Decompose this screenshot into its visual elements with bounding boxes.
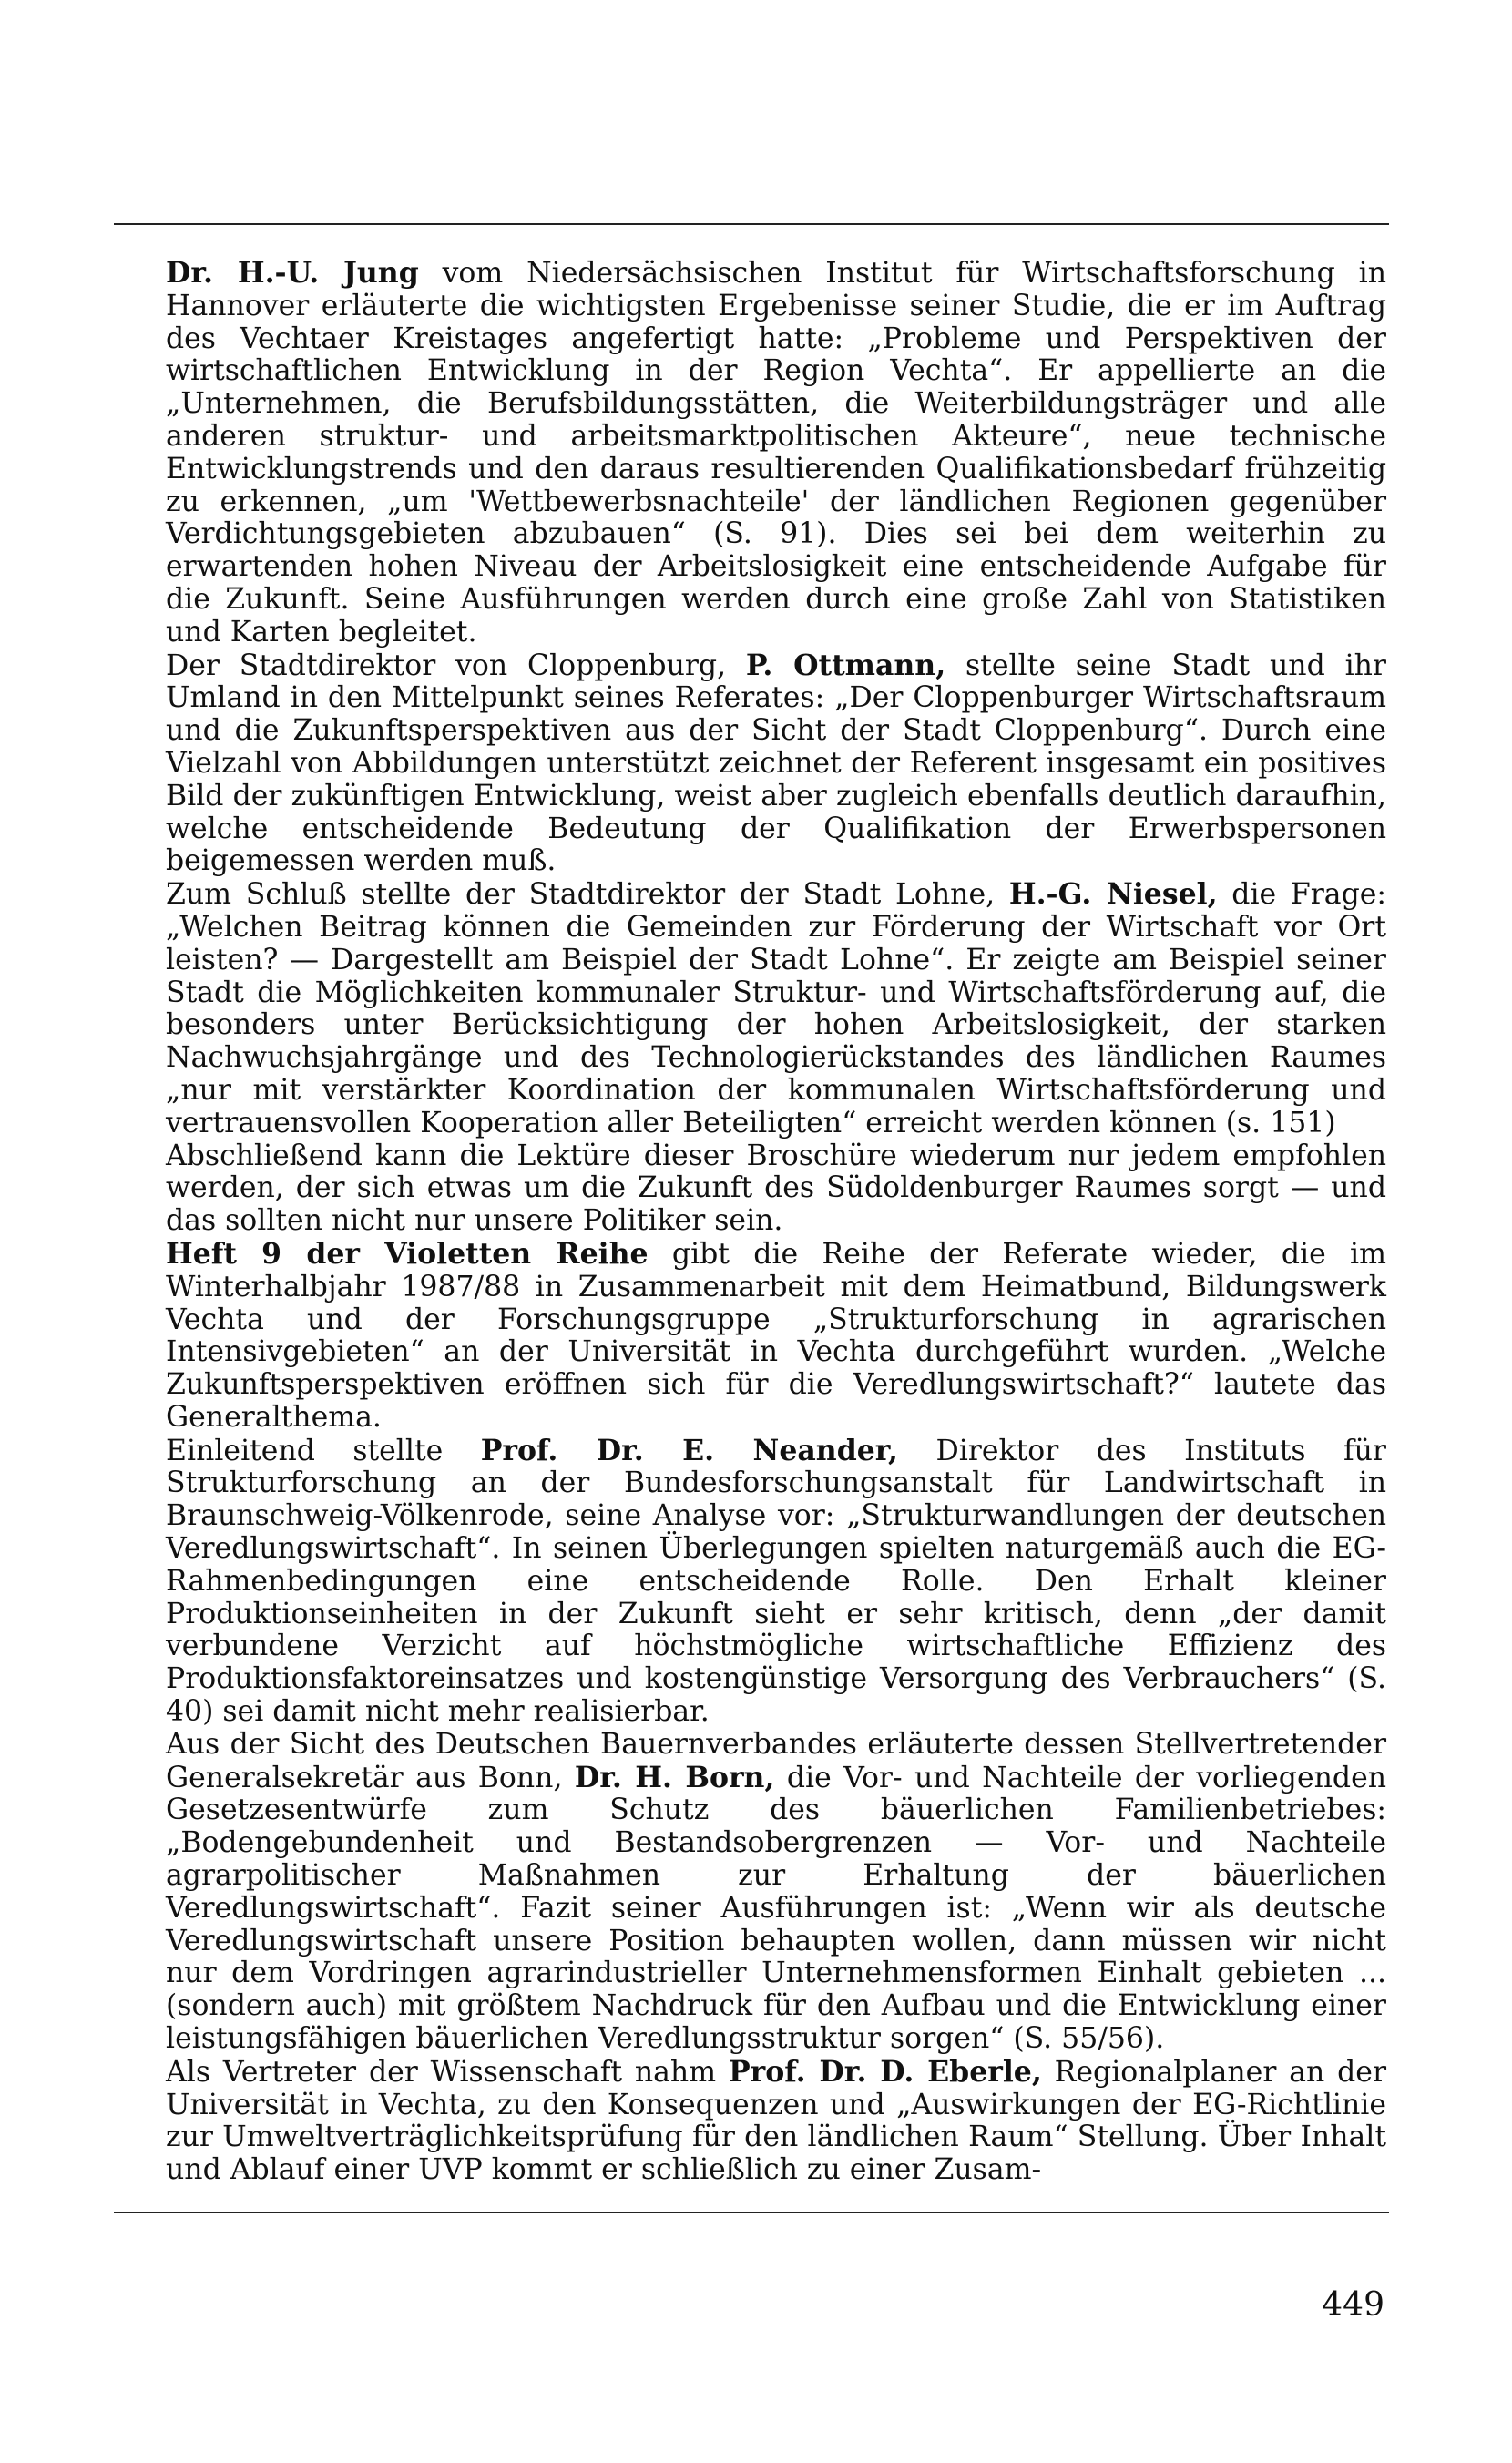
author-name: H.-G. Niesel, — [1008, 877, 1218, 912]
paragraph-heft9 — [166, 1238, 1386, 1435]
bottom-rule — [114, 2212, 1389, 2213]
paragraph-text: vom Niedersächsischen Institut für Wirtschaftsforschung in Hannover erläuterte die wichtigsten Ergebenisse seiner Studie, die er im Auftrag des Vechtaer Kreistages angefertigt hatte: „Probleme und Perspektiven der wirtschaftlichen Entwicklung in der Region Vechta“. Er appellierte an die „Unternehmen, die Berufsbildungsstätten, die Weiterbildungsträger und alle anderen struktur- und arbeitsmarktpolitischen Akteure“, neue technische Entwicklungstrends und den daraus resultierenden Qualifikationsbedarf frühzeitig zu erkennen, „um 'Wettbewerbsnachteile' der ländlichen Regionen gegenüber Verdichtungsgebieten abzubauen“ (S. 91). Dies sei bei dem weiterhin zu erwartenden hohen Niveau der Arbeitslosigkeit eine entscheidende Aufgabe für die Zukunft. Seine Ausführungen werden durch eine große Zahl von Statistiken und Karten begleitet. — [166, 257, 1386, 649]
paragraph-text: Aus der Sicht des Deutschen Bauernverbandes erläuterte dessen Stellvertretender Generalsekretär aus Bonn, — [166, 1727, 1386, 1794]
page-number: 449 — [1322, 2286, 1384, 2324]
publication-title: Heft 9 der Violetten Reihe — [166, 1236, 649, 1271]
paragraph-text: Zum Schluß stellte der Stadtdirektor der Stadt Lohne, — [166, 878, 1009, 912]
author-name: Dr. H. Born, — [574, 1760, 775, 1794]
top-rule — [114, 223, 1389, 225]
paragraph-text: stellte seine Stadt und ihr Umland in den Mittelpunkt seines Referates: „Der Cloppenburger Wirtschaftsraum und die Zukunftsperspektiven aus der Sicht der Stadt Cloppenburg“. Durch eine Vielzahl von Abbildungen unterstützt zeichnet der Referent insgesamt ein positives Bild der zukünftigen Entwicklung, weist aber zugleich ebenfalls deutlich daraufhin, welche entscheidende Bedeutung der Qualifikation der Erwerbspersonen beigemessen werden muß. — [166, 649, 1386, 878]
paragraph-text: Abschließend kann die Lektüre dieser Broschüre wiederum nur jedem empfohlen werden, der sich etwas um die Zukunft des Südoldenburger Raumes sorgt — und das sollten nicht nur unsere Politiker sein. — [166, 1139, 1386, 1238]
author-name: Prof. Dr. E. Neander, — [480, 1433, 899, 1467]
paragraph-text: die Vor- und Nachteile der vorliegenden Gesetzesentwürfe zum Schutz des bäuerlichen Familienbetriebes: „Bodengebundenheit und Bestandsobergrenzen — Vor- und Nachteile agrarpolitischer Maßnahmen zur Erhaltung der bäuerlichen Veredlungswirtschaft“. Fazit seiner Ausführungen ist: „Wenn wir als deutsche Veredlungswirtschaft unsere Position behaupten wollen, dann müssen wir nicht nur dem Vordringen agrarindustrieller Unternehmensformen Einhalt gebieten ... (sondern auch) mit größtem Nachdruck für den Aufbau und die Entwicklung einer leistungsfähigen bäuerlichen Veredlungsstruktur sorgen“ (S. 55/56). — [166, 1761, 1386, 2056]
paragraph-text: die Frage: „Welchen Beitrag können die Gemeinden zur Förderung der Wirtschaft vor Ort leisten? — Dargestellt am Beispiel der Stadt Lohne“. Er zeigte am Beispiel seiner Stadt die Möglichkeiten kommunaler Struktur- und Wirtschaftsförderung auf, die besonders unter Berücksichtigung der hohen Arbeitslosigkeit, der starken Nachwuchsjahrgänge und des Technologierückstandes des ländlichen Raumes „nur mit verstärkter Koordination der kommunalen Wirtschaftsförderung und vertrauensvollen Kooperation aller Beteiligten“ erreicht werden können (s. 151) — [166, 878, 1386, 1140]
paragraph-text: Als Vertreter der Wissenschaft nahm — [166, 2055, 729, 2089]
paragraph-niesel — [166, 878, 1386, 1140]
article-body — [166, 257, 1386, 2187]
paragraph-text: Der Stadtdirektor von Cloppenburg, — [166, 649, 746, 682]
author-name: Prof. Dr. D. Eberle, — [728, 2054, 1042, 2089]
paragraph-conclusion — [166, 1140, 1386, 1238]
paragraph-text: Direktor des Instituts für Strukturforschung an der Bundesforschungsanstalt für Landwirtschaft in Braunschweig-Völkenrode, seine Analyse vor: „Strukturwandlungen der deutschen Veredlungswirtschaft“. In seinen Überlegungen spielten naturgemäß auch die EG-Rahmenbedingungen eine entscheidende Rolle. Den Erhalt kleiner Produktionseinheiten in der Zukunft sieht er sehr kritisch, denn „der damit verbundene Verzicht auf höchstmögliche wirtschaftliche Effizienz des Produktionsfaktoreinsatzes und kostengünstige Versorgung des Verbrauchers“ (S. 40) sei damit nicht mehr realisierbar. — [166, 1434, 1386, 1729]
paragraph-text: gibt die Reihe der Referate wieder, die im Winterhalbjahr 1987/88 in Zusammenarbeit mit dem Heimatbund, Bildungswerk Vechta und der Forschungsgruppe „Strukturforschung in agrarischen Intensivgebieten“ an der Universität in Vechta durchgeführt wurden. „Welche Zukunftsperspektiven eröffnen sich für die Veredlungswirtschaft?“ lautete das Generalthema. — [166, 1237, 1386, 1434]
paragraph-ottmann — [166, 649, 1386, 879]
paragraph-jung — [166, 257, 1386, 649]
author-name: P. Ottmann, — [745, 648, 946, 682]
author-name: Dr. H.-U. Jung — [166, 256, 419, 290]
paragraph-eberle — [166, 2056, 1386, 2187]
paragraph-text: Einleitend stellte — [166, 1434, 481, 1467]
paragraph-neander — [166, 1435, 1386, 1729]
paragraph-text: Regionalplaner an der Universität in Vechta, zu den Konsequenzen und „Auswirkungen der EG-Richtlinie zur Umweltverträglichkeitsprüfung für den ländlichen Raum“ Stellung. Über Inhalt und Ablauf einer UVP kommt er schließlich zu einer Zusam- — [166, 2055, 1387, 2187]
paragraph-born — [166, 1729, 1386, 2056]
